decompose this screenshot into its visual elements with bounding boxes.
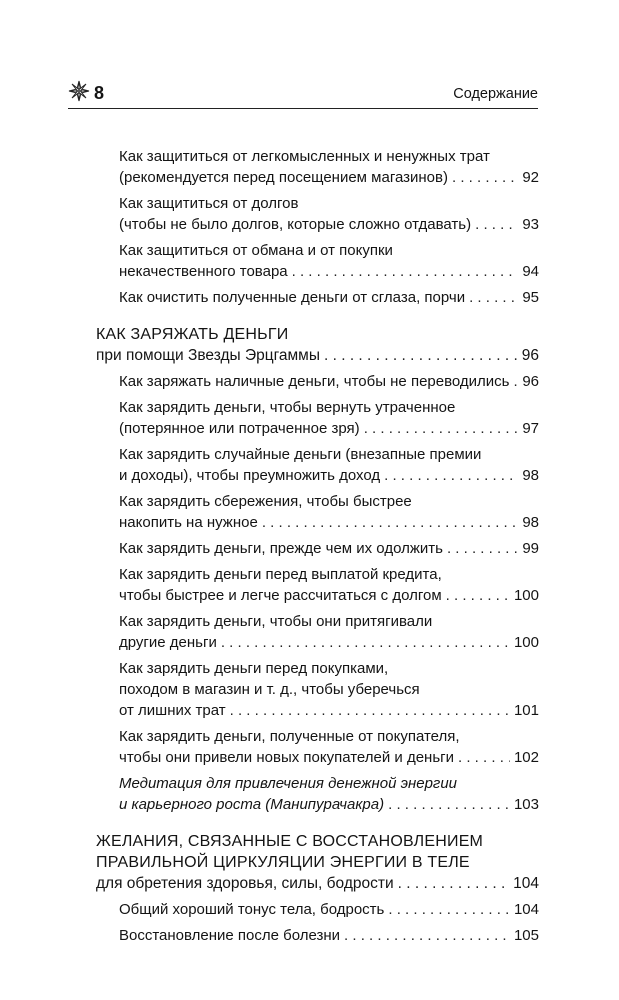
page-ref: 98 (522, 514, 539, 531)
page-ref: 99 (522, 540, 539, 557)
entry-last-line (119, 512, 539, 533)
entry-last-line (96, 873, 539, 894)
toc-entry (96, 611, 539, 653)
toc-entry (96, 773, 539, 815)
entry-title-line: Как зарядить деньги, полученные от покупателя, (119, 728, 460, 745)
toc-entry (96, 925, 539, 946)
dot-leader (364, 418, 519, 439)
page-ref: 95 (522, 289, 539, 306)
entry-title-line: Медитация для привлечения денежной энергии (119, 775, 457, 792)
dot-leader (388, 794, 510, 815)
chapter-heading-line: КАК ЗАРЯЖАТЬ ДЕНЬГИ (96, 326, 289, 343)
entry-title-text: Как очистить полученные деньги от сглаза, порчи (119, 289, 466, 306)
entry-last-line (119, 925, 539, 946)
page-ref: 102 (513, 749, 539, 766)
toc-entry (96, 371, 539, 392)
entry-title-line: Как защититься от легкомысленных и ненужных трат (119, 148, 490, 165)
dot-leader (230, 700, 510, 721)
entry-title-line: Как зарядить сбережения, чтобы быстрее (119, 493, 412, 510)
entry-last-line (119, 167, 539, 188)
dot-leader (398, 873, 510, 894)
entry-title-text: при помощи Звезды Эрцгаммы (96, 347, 320, 364)
page-ref: 101 (513, 702, 539, 719)
entry-title-line: Как зарядить случайные деньги (внезапные премии (119, 446, 482, 463)
entry-last-line (119, 747, 539, 768)
dot-leader (475, 214, 518, 235)
dot-leader (452, 167, 518, 188)
entry-last-line (119, 287, 539, 308)
page-ref: 96 (522, 373, 539, 390)
section-title: Содержание (453, 86, 538, 102)
entry-title-line: походом в магазин и т. д., чтобы уберечься (119, 681, 420, 698)
entry-last-line (119, 371, 539, 392)
page-ref: 93 (522, 216, 539, 233)
entry-title-text: для обретения здоровья, силы, бодрости (96, 875, 394, 892)
entry-title-text: (потерянное или потраченное зря) (119, 420, 360, 437)
entry-last-line (119, 261, 539, 282)
entry-title-line: Как зарядить деньги перед выплатой кредита, (119, 566, 442, 583)
entry-last-line (119, 538, 539, 559)
page-ref: 97 (522, 420, 539, 437)
toc-entry (96, 658, 539, 721)
entry-title-line: Как защититься от долгов (119, 195, 299, 212)
dot-leader (384, 465, 518, 486)
page-number: 8 (94, 83, 105, 103)
chapter-heading-line: ЖЕЛАНИЯ, СВЯЗАННЫЕ С ВОССТАНОВЛЕНИЕМ (96, 833, 484, 850)
toc-entry (96, 491, 539, 533)
entry-title-line: Как защититься от обмана и от покупки (119, 242, 393, 259)
page-ref: 104 (513, 901, 539, 918)
entry-last-line (119, 214, 539, 235)
entry-last-line (119, 632, 539, 653)
dot-leader (446, 585, 510, 606)
entry-title-text: и карьерного роста (Манипурачакра) (119, 796, 385, 813)
entry-title-line: Как зарядить деньги перед покупками, (119, 660, 389, 677)
toc-entry (96, 287, 539, 308)
toc-entry (96, 397, 539, 439)
entry-title-text: Восстановление после болезни (119, 927, 341, 944)
page-ref: 105 (513, 927, 539, 944)
entry-title-text: от лишних трат (119, 702, 226, 719)
header-rule (68, 108, 538, 109)
dot-leader (344, 925, 510, 946)
toc-entry (96, 726, 539, 768)
dot-leader (292, 261, 519, 282)
page-ref: 103 (513, 796, 539, 813)
dot-leader (388, 899, 510, 920)
toc-entry (96, 240, 539, 282)
entry-title-text: чтобы быстрее и легче рассчитаться с долгом (119, 587, 442, 604)
table-of-contents (96, 146, 539, 951)
entry-last-line (119, 700, 539, 721)
toc-entry (96, 538, 539, 559)
chapter-heading-line: ПРАВИЛЬНОЙ ЦИРКУЛЯЦИИ ЭНЕРГИИ В ТЕЛЕ (96, 854, 470, 871)
toc-entry (96, 146, 539, 188)
entry-title-line: Как зарядить деньги, чтобы они притягивали (119, 613, 433, 630)
entry-title-text: Как заряжать наличные деньги, чтобы не переводились (119, 373, 510, 390)
entry-last-line (119, 585, 539, 606)
entry-last-line (119, 465, 539, 486)
entry-title-text: (рекомендуется перед посещением магазинов) (119, 169, 448, 186)
toc-entry (96, 899, 539, 920)
entry-title-text: другие деньги (119, 634, 217, 651)
dot-leader (447, 538, 518, 559)
entry-last-line (119, 418, 539, 439)
entry-last-line (96, 345, 539, 366)
page-ref: 100 (513, 634, 539, 651)
entry-title-text: накопить на нужное (119, 514, 258, 531)
entry-title-text: Как зарядить деньги, прежде чем их одолжить (119, 540, 443, 557)
entry-title-text: и доходы), чтобы преумножить доход (119, 467, 381, 484)
entry-last-line (119, 794, 539, 815)
entry-title-text: чтобы они привели новых покупателей и деньги (119, 749, 455, 766)
entry-title-text: Общий хороший тонус тела, бодрость (119, 901, 385, 918)
entry-title-text: некачественного товара (119, 263, 288, 280)
toc-chapter (96, 831, 539, 894)
toc-chapter (96, 324, 539, 366)
entry-title-text: (чтобы не было долгов, которые сложно отдавать) (119, 216, 472, 233)
toc-entry (96, 564, 539, 606)
dot-leader (513, 371, 518, 392)
toc-entry (96, 444, 539, 486)
dot-leader (469, 287, 518, 308)
page-ref: 94 (522, 263, 539, 280)
dot-leader (221, 632, 510, 653)
page-ref: 92 (522, 169, 539, 186)
page-ref: 98 (522, 467, 539, 484)
dot-leader (458, 747, 510, 768)
dot-leader (262, 512, 519, 533)
star-icon (68, 80, 90, 102)
dot-leader (324, 345, 518, 366)
page-ref: 96 (521, 347, 539, 364)
page-ref: 100 (513, 587, 539, 604)
page-header (68, 80, 538, 108)
toc-entry (96, 193, 539, 235)
entry-last-line (119, 899, 539, 920)
entry-title-line: Как зарядить деньги, чтобы вернуть утраченное (119, 399, 456, 416)
page-ref: 104 (513, 875, 539, 892)
